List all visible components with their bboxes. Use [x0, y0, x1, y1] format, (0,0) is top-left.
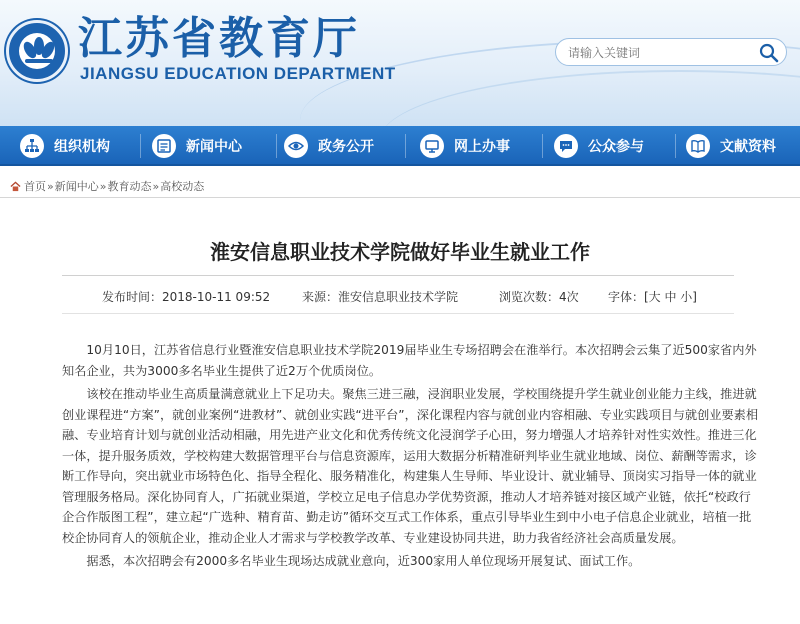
department-logo-icon[interactable] — [6, 20, 68, 82]
font-size-switcher[interactable]: 字体：[大 中 小] — [608, 290, 697, 304]
breadcrumb-separator: » — [47, 179, 54, 193]
article-title: 淮安信息职业技术学院做好毕业生就业工作 — [210, 240, 590, 264]
site-header — [0, 0, 800, 126]
article-paragraph: 10月10日，江苏省信息行业暨淮安信息职业技术学院2019届毕业生专场招聘会在淮举行。本次招聘会云集了近500家省内外知名企业，共为3000多名毕业生提供了近2万个优质岗位。 — [62, 343, 757, 378]
nav-divider — [140, 134, 141, 158]
org-chart-icon — [20, 134, 44, 158]
article-paragraph: 该校在推动毕业生高质量满意就业上下足功夫。聚焦三进三融，浸润职业发展，学校围绕提升学生就业创业能力主线，推进就创业课程进“方案”，就创业案例“进教材”、就创业实践“进平台”，深化课程内容与就创业内容相融、专业实践项目与就创业要素相融、专业培育计划与就创业活动相融，用先进产业文化和优秀传统文化浸润学子心田，努力增强人才培养针对性实效性。推进三化一体，提升服务质效，学校构建大数据管理平台与信息资源库，运用大数据分析精准研判毕业生就业地域、岗位、薪酬等需求，诊断工作导向，突出就业市场特色化、指导全程化、服务精准化，构建集人生导师、毕业设计、就业辅导、顶岗实习指导一体的就业管理服务格局。深化协同育人，广拓就业渠道，学校立足电子信息办学优势资源，推动人才培养链对接区域产业链，依托“校政行企合作版图工程”，建立起“广选种、精育苗、勤走访”循环交互式工作体系，重点引导毕业生到中小电子信息企业就业，培植一批校企协同育人的领航企业，推动企业人才需求与学校教学改革、专业建设协同共进，助力我省经济社会高质量发展。 — [62, 387, 759, 545]
chat-icon — [554, 134, 578, 158]
article-paragraph: 据悉，本次招聘会有2000多名毕业生现场达成就业意向，近300家用人单位现场开展复试、面试工作。 — [86, 554, 641, 568]
publish-time: 发布时间：2018-10-11 09:52 — [102, 290, 271, 304]
search-icon[interactable] — [758, 42, 780, 64]
breadcrumb-separator: » — [152, 179, 160, 193]
nav-item-public-participation[interactable] — [554, 126, 644, 166]
view-count: 浏览次数：4次 — [499, 290, 579, 304]
nav-label: 公众参与 — [588, 139, 644, 155]
breadcrumb-news-center[interactable]: 新闻中心 — [54, 180, 99, 193]
book-icon — [686, 134, 710, 158]
nav-item-documents[interactable] — [686, 126, 776, 166]
divider — [62, 275, 734, 276]
site-name[interactable]: 江苏省教育厅 — [78, 13, 360, 64]
nav-item-organization[interactable] — [20, 126, 110, 166]
nav-divider — [405, 134, 406, 158]
nav-label: 网上办事 — [454, 139, 510, 155]
eye-icon — [284, 134, 308, 158]
computer-icon — [420, 134, 444, 158]
nav-divider — [542, 134, 543, 158]
search-input[interactable] — [568, 43, 748, 63]
news-icon — [152, 134, 176, 158]
nav-item-government-affairs[interactable] — [284, 126, 374, 166]
site-name-english: JIANGSU EDUCATION DEPARTMENT — [80, 64, 396, 83]
divider — [0, 197, 800, 198]
nav-label: 政务公开 — [318, 139, 374, 155]
main-nav — [0, 126, 800, 166]
breadcrumb-education-news[interactable]: 教育动态 — [107, 180, 152, 193]
nav-item-online-services[interactable] — [420, 126, 510, 166]
breadcrumb-separator: » — [99, 179, 107, 193]
nav-label: 组织机构 — [54, 139, 110, 155]
home-icon — [10, 181, 21, 192]
nav-divider — [276, 134, 277, 158]
search-box — [555, 38, 787, 66]
divider — [62, 313, 734, 314]
nav-divider — [675, 134, 676, 158]
breadcrumb-home[interactable]: 首页 — [24, 180, 46, 193]
breadcrumb — [10, 178, 204, 194]
nav-label: 文献资料 — [720, 139, 776, 155]
article-source: 来源：淮安信息职业技术学院 — [302, 290, 459, 304]
nav-label: 新闻中心 — [186, 139, 242, 155]
breadcrumb-university-news[interactable]: 高校动态 — [160, 180, 205, 193]
nav-item-news[interactable] — [152, 126, 242, 166]
article-body — [62, 340, 762, 575]
